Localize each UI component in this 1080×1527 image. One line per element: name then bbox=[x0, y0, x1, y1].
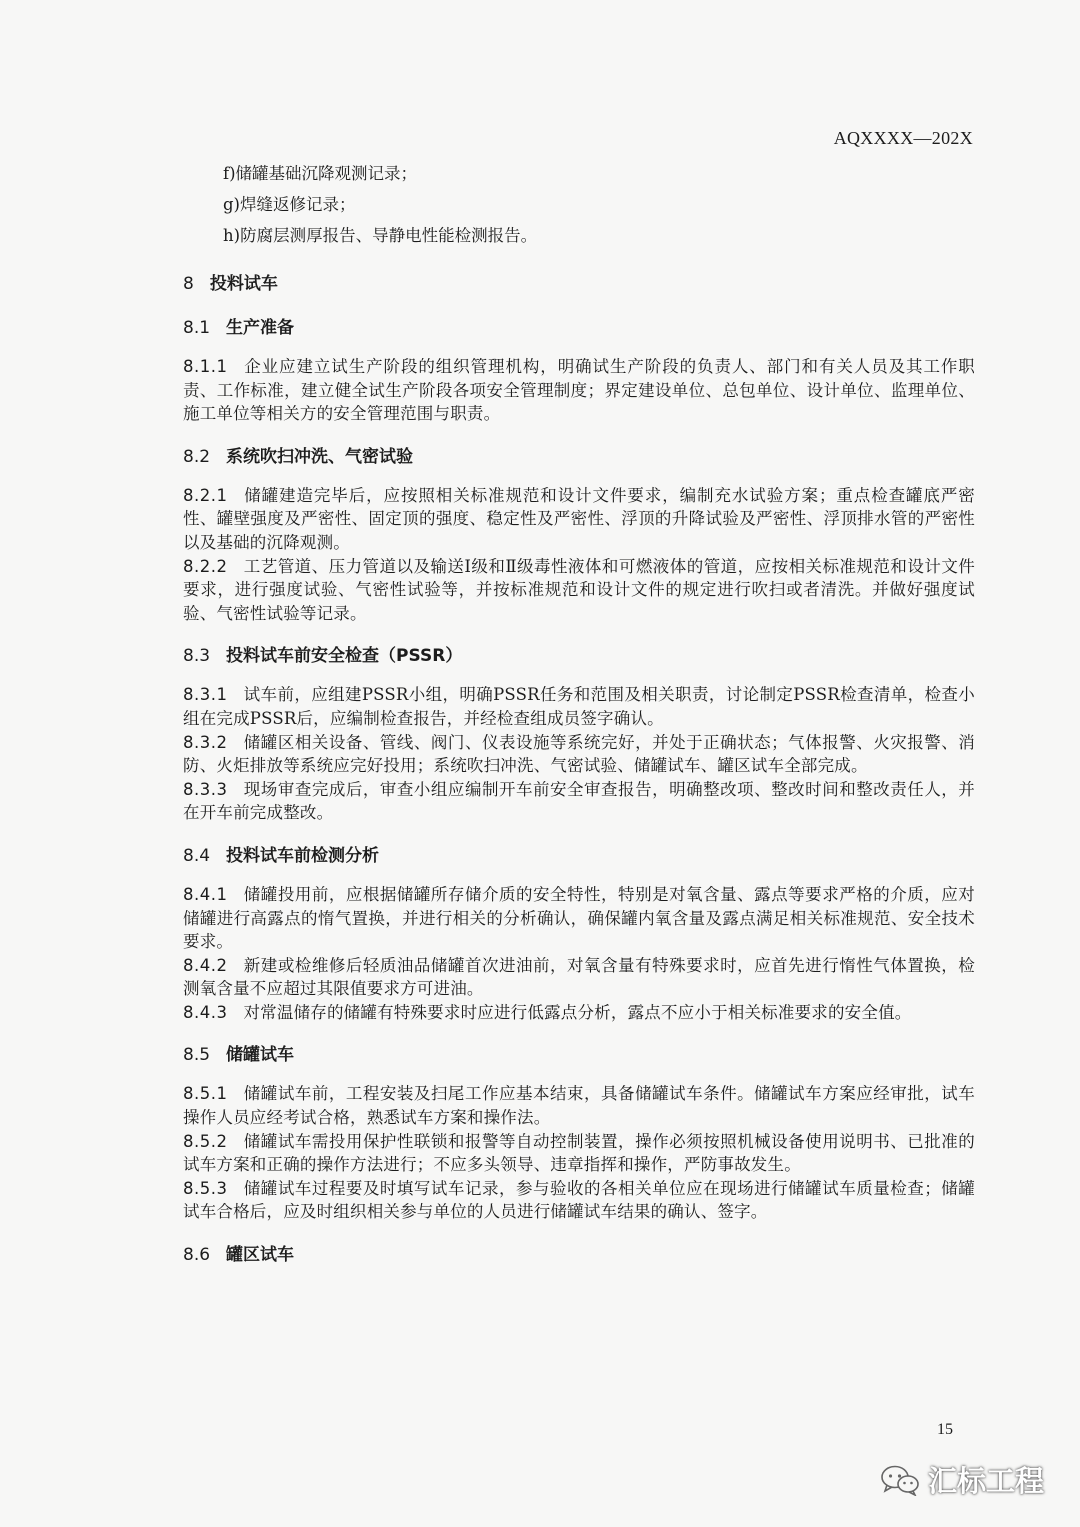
clause-text: 储罐试车需投用保护性联锁和报警等自动控制装置，操作必须按照机械设备使用说明书、已批准的试车方案和正确的操作方法进行；不应多头领导、违章指挥和操作，严防事故发生。 bbox=[183, 1131, 975, 1175]
clause-text: 对常温储存的储罐有特殊要求时应进行低露点分析，露点不应小于相关标准要求的安全值。 bbox=[243, 1002, 912, 1022]
section-title: 投料试车前安全检查（PSSR） bbox=[226, 646, 463, 667]
section-number: 8.3 bbox=[183, 646, 211, 667]
clause-text: 储罐建造完毕后，应按照相关标准规范和设计文件要求，编制充水试验方案；重点检查罐底严密性、罐壁强度及严密性、固定顶的强度、稳定性及严密性、浮顶的升降试验及严密性、浮顶排水管的严密性以及基础的沉降观测。 bbox=[183, 485, 975, 552]
clause-text: 企业应建立试生产阶段的组织管理机构，明确试生产阶段的负责人、部门和有关人员及其工作职责、工作标准，建立健全试生产阶段各项安全管理制度；界定建设单位、总包单位、设计单位、监理单位、施工单位等相关方的安全管理范围与职责。 bbox=[183, 357, 975, 424]
section-8-4-heading bbox=[183, 843, 975, 869]
clause-text: 试车前，应组建PSSR小组，明确PSSR任务和范围及相关职责，讨论制定PSSR检查清单，检查小组在完成PSSR后，应编制检查报告，并经检查组成员签字确认。 bbox=[183, 685, 975, 728]
watermark-text: 汇标工程 bbox=[927, 1464, 1044, 1498]
list-item-g: g)焊缝返修记录； bbox=[223, 195, 356, 214]
clause-8-5-1 bbox=[183, 1082, 975, 1129]
section-8-heading bbox=[183, 271, 975, 297]
clause-text: 工艺管道、压力管道以及输送Ⅰ级和Ⅱ级毒性液体和可燃液体的管道，应按相关标准规范和设计文件要求，进行强度试验、气密性试验等，并按标准规范和设计文件的规定进行吹扫或者清洗。并做好强度试验、气密性试验等记录。 bbox=[183, 556, 975, 623]
clause-8-2-2 bbox=[183, 555, 975, 626]
wechat-icon bbox=[880, 1464, 920, 1496]
watermark bbox=[880, 1459, 1044, 1500]
clause-number: 8.2.2 bbox=[183, 556, 228, 576]
section-title: 罐区试车 bbox=[226, 1245, 295, 1266]
clause-number: 8.3.2 bbox=[183, 732, 228, 752]
clause-text: 储罐区相关设备、管线、阀门、仪表设施等系统完好，并处于正确状态；气体报警、火灾报警、消防、火炬排放等系统应完好投用；系统吹扫冲洗、气密试验、储罐试车、罐区试车全部完成。 bbox=[183, 732, 975, 776]
clause-number: 8.5.3 bbox=[183, 1178, 228, 1198]
clause-number: 8.3.1 bbox=[183, 685, 228, 705]
list-item-f: f)储罐基础沉降观测记录； bbox=[223, 164, 418, 183]
clause-number: 8.2.1 bbox=[183, 485, 228, 505]
section-title: 投料试车 bbox=[209, 274, 278, 294]
clause-number: 8.1.1 bbox=[183, 357, 228, 376]
clause-number: 8.4.3 bbox=[183, 1002, 228, 1022]
section-number: 8.1 bbox=[183, 318, 211, 338]
section-8-1-heading bbox=[183, 315, 975, 341]
list-item-h: h)防腐层测厚报告、导静电性能检测报告。 bbox=[223, 226, 538, 245]
clause-8-3-1 bbox=[183, 683, 975, 730]
section-number: 8.6 bbox=[183, 1245, 211, 1266]
clause-text: 储罐投用前，应根据储罐所存储介质的安全特性，特别是对氧含量、露点等要求严格的介质，应对储罐进行高露点的惰气置换，并进行相关的分析确认，确保罐内氧含量及露点满足相关标准规范、安全技术要求。 bbox=[183, 884, 975, 952]
section-8-6-heading bbox=[183, 1242, 975, 1268]
clause-8-5-3 bbox=[183, 1177, 975, 1224]
section-8-2-heading bbox=[183, 444, 975, 470]
clause-text: 储罐试车过程要及时填写试车记录，参与验收的各相关单位应在现场进行储罐试车质量检查；储罐试车合格后，应及时组织相关参与单位的人员进行储罐试车结果的确认、签字。 bbox=[183, 1178, 975, 1222]
clause-8-4-1 bbox=[183, 883, 975, 954]
clause-number: 8.3.3 bbox=[183, 779, 228, 799]
section-title: 投料试车前检测分析 bbox=[226, 845, 380, 866]
clause-8-2-1 bbox=[183, 484, 975, 555]
section-8-3-heading bbox=[183, 643, 975, 669]
clause-8-3-2 bbox=[183, 731, 975, 778]
section-title: 系统吹扫冲洗、气密试验 bbox=[226, 446, 414, 467]
clause-text: 储罐试车前，工程安装及扫尾工作应基本结束，具备储罐试车条件。储罐试车方案应经审批，试车操作人员应经考试合格，熟悉试车方案和操作法。 bbox=[183, 1084, 975, 1128]
section-number: 8.4 bbox=[183, 845, 211, 866]
clause-number: 8.4.2 bbox=[183, 955, 228, 975]
clause-8-3-3 bbox=[183, 778, 975, 825]
clause-8-1-1 bbox=[183, 355, 975, 426]
document-body bbox=[183, 158, 975, 1282]
section-number: 8.2 bbox=[183, 446, 211, 467]
clause-8-5-2 bbox=[183, 1130, 975, 1177]
clause-8-4-3 bbox=[183, 1001, 975, 1025]
standard-code: AQXXXX—202X bbox=[833, 128, 973, 148]
section-8-5-heading bbox=[183, 1042, 975, 1068]
page-number: 15 bbox=[937, 1421, 953, 1438]
section-title: 储罐试车 bbox=[226, 1045, 295, 1066]
clause-number: 8.5.2 bbox=[183, 1131, 228, 1151]
clause-number: 8.4.1 bbox=[183, 884, 228, 904]
clause-number: 8.5.1 bbox=[183, 1084, 228, 1104]
clause-8-4-2 bbox=[183, 954, 975, 1001]
section-number: 8 bbox=[183, 274, 194, 294]
section-number: 8.5 bbox=[183, 1045, 211, 1066]
section-title: 生产准备 bbox=[226, 318, 295, 338]
clause-text: 新建或检维修后轻质油品储罐首次进油前，对氧含量有特殊要求时，应首先进行惰性气体置换，检测氧含量不应超过其限值要求方可进油。 bbox=[183, 955, 975, 999]
clause-text: 现场审查完成后，审查小组应编制开车前安全审查报告，明确整改项、整改时间和整改责任人，并在开车前完成整改。 bbox=[183, 779, 975, 823]
